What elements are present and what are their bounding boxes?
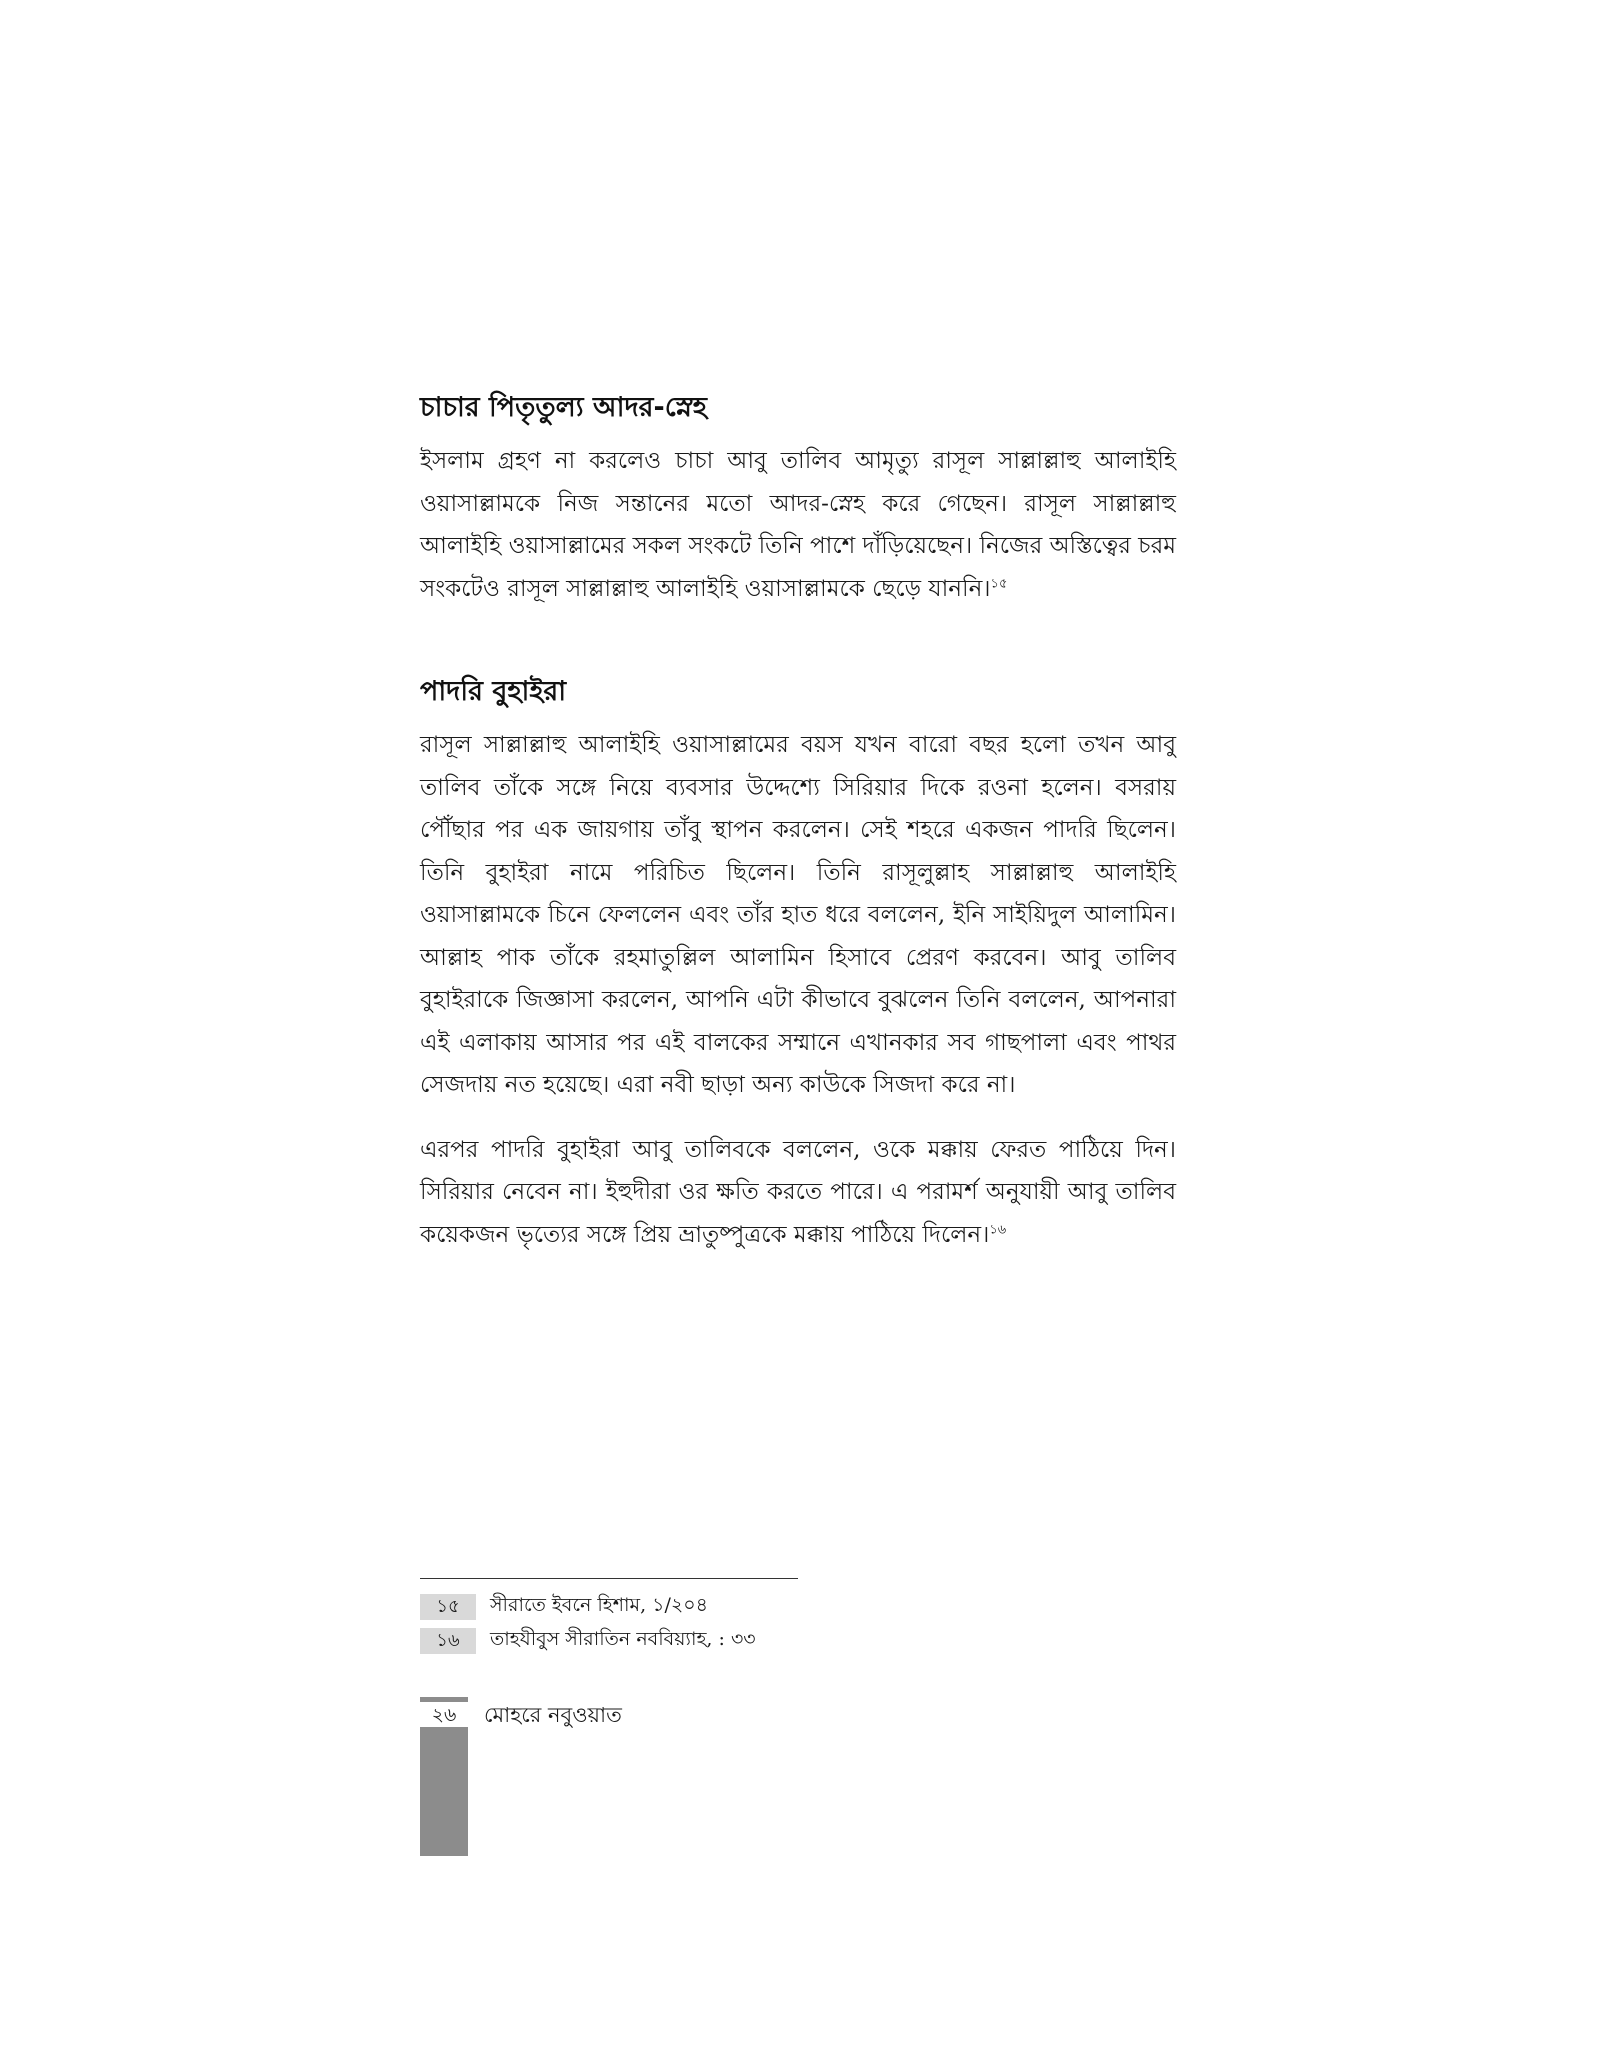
paragraph-text: রাসূল সাল্লাল্লাহু আলাইহি ওয়াসাল্লামের বয়স যখন বারো বছর হলো তখন আবু তালিব তাঁকে সঙ্গে নিয়ে ব্যবসার উদ্দেশ্যে সিরিয়ার দিকে রওনা হলেন। বসরায় পৌঁছার পর এক জায়গায় তাঁবু স্থাপন করলেন। সেই শহরে একজন পাদরি ছিলেন। তিনি বুহাইরা নামে পরিচিত ছিলেন। তিনি রাসূলুল্লাহ সাল্লাল্লাহু আলাইহি ওয়াসাল্লামকে চিনে ফেললেন এবং তাঁর হাত ধরে বললেন, ইনি সাইয়িদুল আলামিন। আল্লাহ পাক তাঁকে রহমাতুল্লিল আলামিন হিসাবে প্রেরণ করবেন। আবু তালিব বুহাইরাকে জিজ্ঞাসা করলেন, আপনি এটা কীভাবে বুঝলেন তিনি বললেন, আপনারা এই এলাকায় আসার পর এই বালকের সম্মানে এখানকার সব গাছপালা এবং পাথর সেজদায় নত হয়েছে। এরা নবী ছাড়া অন্য কাউকে সিজদা করে না। — [420, 732, 1176, 1098]
page-number: ২৬ — [431, 1704, 457, 1726]
paragraph — [420, 440, 1176, 610]
paragraph-text: এরপর পাদরি বুহাইরা আবু তালিবকে বললেন, ওকে মক্কায় ফেরত পাঠিয়ে দিন। সিরিয়ার নেবেন না। ইহুদীরা ওর ক্ষতি করতে পারে। এ পরামর্শ অনুযায়ী আবু তালিব কয়েকজন ভৃত্যের সঙ্গে প্রিয় ভ্রাতুষ্পুত্রকে মক্কায় পাঠিয়ে দিলেন। — [420, 1136, 1176, 1248]
running-title: মোহরে নবুওয়াত — [484, 1703, 622, 1727]
footnote-number: ১৫ — [420, 1594, 476, 1620]
footnotes — [420, 1592, 1020, 1660]
footer-side-bar — [420, 1727, 468, 1856]
footnote-text: সীরাতে ইবনে হিশাম, ১/২০৪ — [490, 1594, 708, 1616]
footer-bar-accent — [420, 1697, 468, 1702]
section-uncle-affection — [420, 388, 1176, 610]
footnote-text: তাহযীবুস সীরাতিন নববিয়্যাহ, : ৩৩ — [490, 1628, 756, 1650]
section-priest-buhaira — [420, 672, 1176, 1256]
paragraph — [420, 724, 1176, 1107]
footnote-divider — [420, 1578, 798, 1579]
section-heading: চাচার পিতৃতুল্য আদর-স্নেহ — [420, 392, 707, 423]
footnote-item — [420, 1592, 1020, 1622]
footnote-reference[interactable]: ১৫ — [990, 575, 1008, 591]
page-content — [420, 388, 1176, 1256]
section-heading: পাদরি বুহাইরা — [420, 676, 567, 707]
footnote-reference[interactable]: ১৬ — [989, 1221, 1007, 1237]
footnote-number: ১৬ — [420, 1628, 476, 1654]
paragraph-text: ইসলাম গ্রহণ না করলেও চাচা আবু তালিব আমৃত্যু রাসূল সাল্লাল্লাহু আলাইহি ওয়াসাল্লামকে নিজ সন্তানের মতো আদর-স্নেহ করে গেছেন। রাসূল সাল্লাল্লাহু আলাইহি ওয়াসাল্লামের সকল সংকটে তিনি পাশে দাঁড়িয়েছেন। নিজের অস্তিত্বের চরম সংকটেও রাসূল সাল্লাল্লাহু আলাইহি ওয়াসাল্লামকে ছেড়ে যাননি। — [420, 448, 1177, 602]
paragraph — [420, 1129, 1176, 1257]
footnote-item — [420, 1626, 1020, 1656]
